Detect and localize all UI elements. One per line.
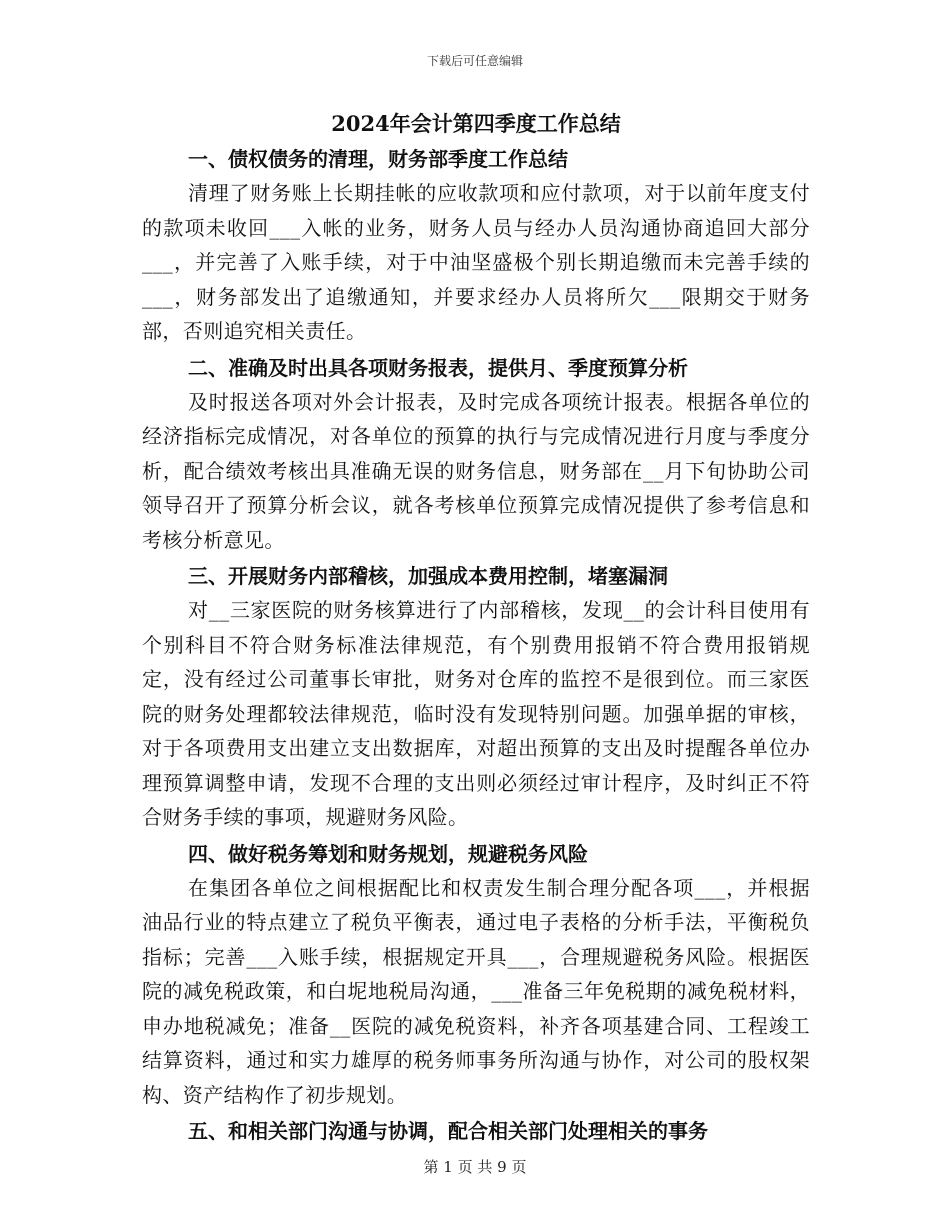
section-paragraph-1: 清理了财务账上长期挂帐的应收款项和应付款项，对于以前年度支付的款项未收回___入帐的业务，财务人员与经办人员沟通协商追回大部分___，并完善了入账手续，对于中油坚盛极个别长期追缴而未完善手续的___，财务部发出了追缴通知，并要求经办人员将所欠___限期交于财务部，否则追究相关责任。	[142, 181, 810, 343]
document-title: 2024年会计第四季度工作总结	[331, 111, 621, 136]
section-heading-2: 二、准确及时出具各项财务报表，提供月、季度预算分析	[188, 355, 688, 380]
section-paragraph-3: 对__三家医院的财务核算进行了内部稽核，发现__的会计科目使用有个别科目不符合财务标准法律规范，有个别费用报销不符合费用报销规定，没有经过公司董事长审批，财务对仓库的监控不是很到位。而三家医院的财务处理都较法律规范，临时没有发现特别问题。加强单据的审核，对于各项费用支出建立支出数据库，对超出预算的支出及时提醒各单位办理预算调整申请，发现不合理的支出则必须经过审计程序，及时纠正不符合财务手续的事项，规避财务风险。	[142, 598, 810, 829]
header-note: 下载后可任意编辑	[426, 54, 523, 68]
page-number: 第 1 页 共 9 页	[423, 1158, 527, 1176]
section-heading-4: 四、做好税务筹划和财务规划，规避税务风险	[188, 841, 588, 866]
section-heading-3: 三、开展财务内部稽核，加强成本费用控制，堵塞漏洞	[188, 564, 668, 588]
section-heading-5: 五、和相关部门沟通与协调，配合相关部门处理相关的事务	[188, 1119, 708, 1143]
document-body	[142, 108, 810, 1148]
section-paragraph-2: 及时报送各项对外会计报表，及时完成各项统计报表。根据各单位的经济指标完成情况，对各单位的预算的执行与完成情况进行月度与季度分析，配合绩效考核出具准确无误的财务信息，财务部在__月下旬协助公司领导召开了预算分析会议，就各考核单位预算完成情况提供了参考信息和考核分析意见。	[142, 389, 810, 552]
section-paragraph-4: 在集团各单位之间根据配比和权责发生制合理分配各项___，并根据油品行业的特点建立了税负平衡表，通过电子表格的分析手法，平衡税负指标；完善___入账手续，根据规定开具___，合理规避税务风险。根据医院的减免税政策，和白坭地税局沟通，___准备三年免税期的减免税材料，申办地税减免；准备__医院的减免税资料，补齐各项基建合同、工程竣工结算资料，通过和实力雄厚的税务师事务所沟通与协作，对公司的股权架构、资产结构作了初步规划。	[142, 875, 810, 1107]
section-heading-1: 一、债权债务的清理，财务部季度工作总结	[188, 147, 568, 171]
